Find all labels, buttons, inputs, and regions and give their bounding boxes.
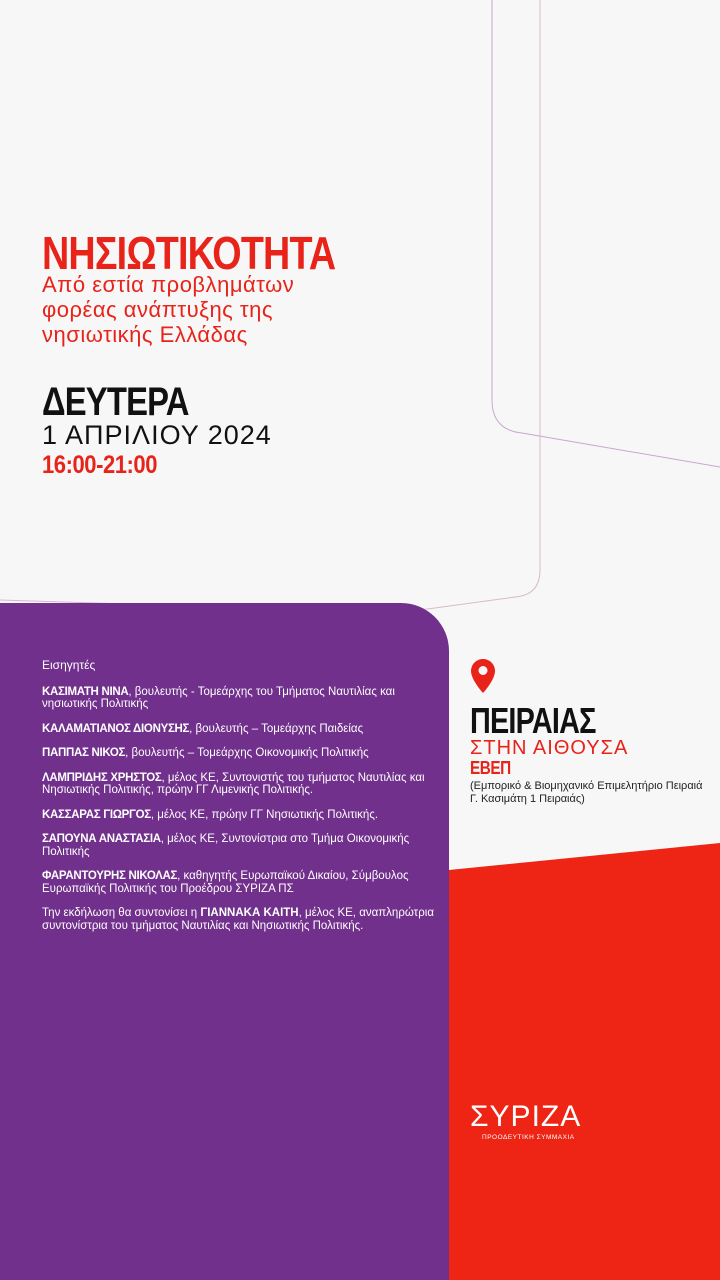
event-title: ΝΗΣΙΩΤΙΚΟΤΗΤΑ xyxy=(42,227,336,279)
subtitle-line: νησιωτικής Ελλάδας xyxy=(42,322,248,347)
speaker-entry xyxy=(42,686,442,711)
venue-address: (Εμπορικό & Βιομηχανικό Επιμελητήριο Πειραιά Γ. Κασιμάτη 1 Πειραιάς) xyxy=(470,780,703,805)
speaker-name: ΛΑΜΠΡΙΔΗΣ ΧΡΗΣΤΟΣ xyxy=(42,771,162,784)
moderator-note xyxy=(42,907,442,932)
speaker-entry xyxy=(42,772,442,797)
speaker-entry xyxy=(42,809,442,822)
speaker-role: , μέλος ΚΕ, Συντονιστής του τμήματος Ναυτιλίας και Νησιωτικής Πολιτικής, πρώην ΓΓ Λιμενικής Πολιτικής. xyxy=(42,771,425,796)
speaker-entry xyxy=(42,870,442,895)
syriza-logo xyxy=(470,1100,600,1141)
speaker-entry xyxy=(42,833,442,858)
speaker-role: , βουλευτής – Τομεάρχης Οικονομικής Πολιτικής xyxy=(125,747,369,759)
moderator-name: ΓΙΑΝΝΑΚΑ ΚΑΙΤΗ xyxy=(200,907,299,919)
moderator-after: , μέλος ΚΕ, αναπληρώτρια συντονίστρια του τμήματος Ναυτιλίας και Νησιωτικής Πολιτικής. xyxy=(42,907,434,932)
event-subtitle xyxy=(42,272,442,347)
speaker-role: , καθηγητής Ευρωπαϊκού Δικαίου, Σύμβουλος Ευρωπαϊκής Πολιτικής του Προέδρου ΣΥΡΙΖΑ ΠΣ xyxy=(42,870,409,895)
logo-tagline: ΠΡΟΟΔΕΥΤΙΚΗ ΣΥΜΜΑΧΙΑ xyxy=(482,1134,575,1141)
speaker-entry xyxy=(42,747,442,760)
speaker-role: , βουλευτής - Τομεάρχης του Τμήματος Ναυτιλίας και νησιωτικής Πολιτικής xyxy=(42,685,395,710)
speakers-heading: Εισηγητές xyxy=(42,658,96,672)
subtitle-line: φορέας ανάπτυξης της xyxy=(42,297,273,322)
speakers-list xyxy=(42,659,442,944)
venue-hall-name: ΕΒΕΠ xyxy=(470,758,511,778)
speaker-name: ΚΑΛΑΜΑΤΙΑΝΟΣ ΔΙΟΝΥΣΗΣ xyxy=(42,722,190,735)
subtitle-line: Από εστία προβλημάτων xyxy=(42,272,295,297)
moderator-before: Την εκδήλωση θα συντονίσει η xyxy=(42,907,201,919)
speaker-role: , μέλος ΚΕ, Συντονίστρια στο Τμήμα Οικονομικής Πολιτικής xyxy=(42,833,410,858)
speaker-name: ΣΑΠΟΥΝΑ ΑΝΑΣΤΑΣΙΑ xyxy=(42,833,161,845)
venue-city: ΠΕΙΡΑΙΑΣ xyxy=(470,700,596,741)
speaker-entry xyxy=(42,723,442,736)
speaker-role: , βουλευτής – Τομεάρχης Παιδείας xyxy=(189,722,364,735)
event-day: ΔΕΥΤΕΡΑ xyxy=(42,380,189,424)
speaker-name: ΠΑΠΠΑΣ ΝΙΚΟΣ xyxy=(42,747,126,759)
venue-hall-prefix: ΣΤΗΝ ΑΙΘΟΥΣΑ xyxy=(470,737,629,759)
speaker-name: ΚΑΣΣΑΡΑΣ ΓΙΩΡΓΟΣ xyxy=(42,808,151,821)
speaker-name: ΚΑΣΙΜΑΤΗ ΝΙΝΑ xyxy=(42,685,129,698)
map-pin-icon xyxy=(471,659,495,693)
logo-wordmark: ΣΥΡΙΖΑ xyxy=(470,1100,582,1133)
speaker-name: ΦΑΡΑΝΤΟΥΡΗΣ ΝΙΚΟΛΑΣ xyxy=(42,870,178,882)
event-time: 16:00-21:00 xyxy=(42,451,158,479)
speaker-role: , μέλος ΚΕ, πρώην ΓΓ Νησιωτικής Πολιτικής. xyxy=(150,808,379,821)
event-date: 1 ΑΠΡΙΛΙΟΥ 2024 xyxy=(42,420,272,450)
